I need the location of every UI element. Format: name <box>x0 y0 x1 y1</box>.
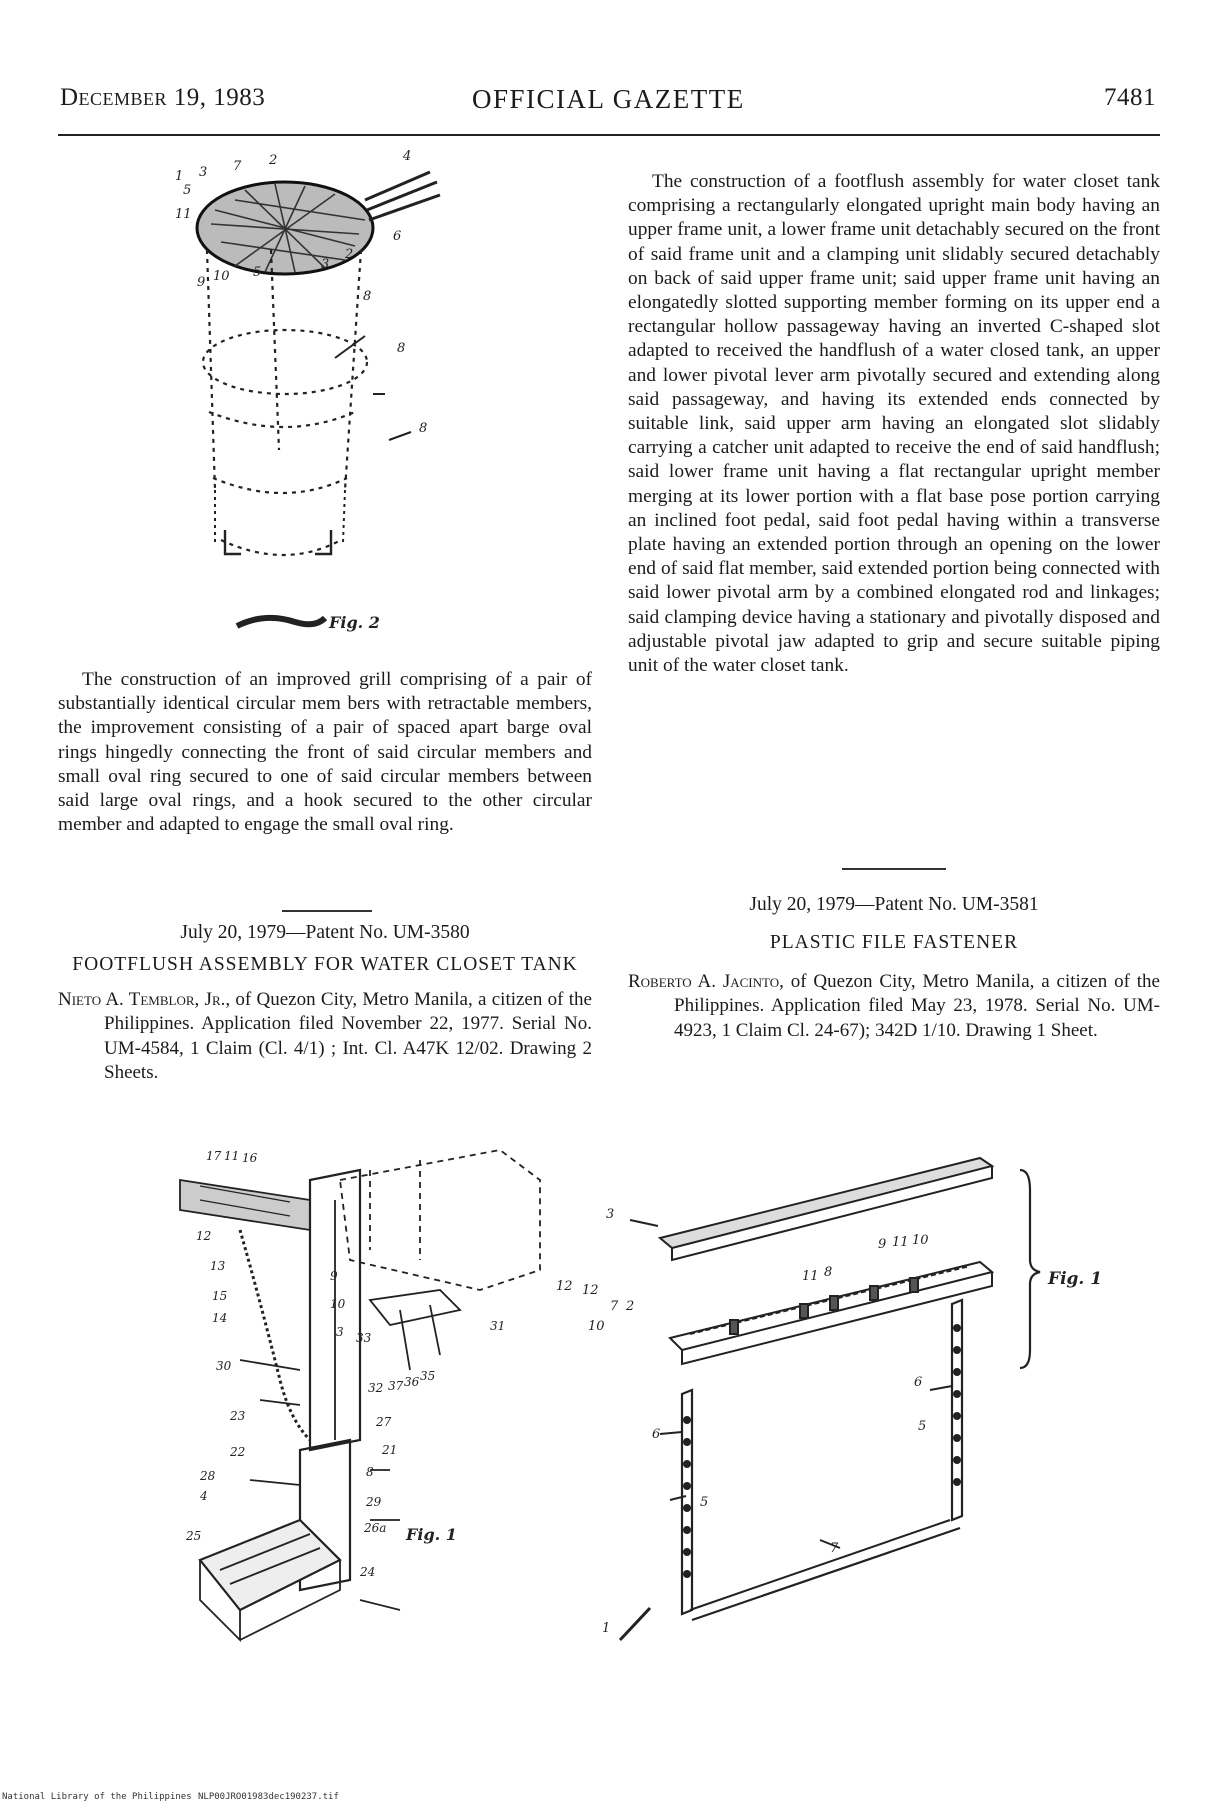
footflush-figure <box>160 1140 540 1650</box>
ff-ref-11: 11 <box>224 1149 240 1163</box>
ff-ref-4: 4 <box>200 1489 208 1503</box>
issue-date: December 19, 1983 <box>60 84 266 111</box>
ff-ref-31: 31 <box>490 1319 506 1333</box>
left-column <box>58 668 592 837</box>
ff-ref-26a: 26a <box>364 1521 387 1535</box>
grill-ref-8b: 8 <box>419 421 428 436</box>
grill-ref-11: 11 <box>175 207 192 222</box>
ff-ref-30: 30 <box>216 1359 232 1373</box>
fastener-ref-1: 1 <box>602 1621 611 1636</box>
fastener-ref-11b: 11 <box>892 1235 909 1250</box>
ff-ref-3: 3 <box>336 1325 344 1339</box>
header-rule <box>58 134 1160 136</box>
ff-ref-9: 9 <box>330 1269 338 1283</box>
page-number: 7481 <box>1104 84 1156 111</box>
patent-date-line: July 20, 1979—Patent No. UM-3580 <box>180 922 470 943</box>
fastener-ref-7: 7 <box>610 1299 619 1314</box>
ff-ref-8: 8 <box>366 1465 374 1479</box>
grill-ref-8: 8 <box>397 341 406 356</box>
footflush-abstract: The construction of a footflush assembly for water closet tank comprising a rectangularly elongated upright main body having an upper frame unit, a lower frame unit detachably secured on the front of said frame unit and a clamping unit slidably secured detachably on back of said upper frame unit; said upper frame unit having an elongatedly slotted supporting member forming on its upper end a rectangular hollow passageway having an inverted C-shaped slot adapted to received the handflush of a water closed tank, an upper and lower pivotal lever arm pivotally secured and extending along said passageway, and having its extended ends connected by suitable link, said upper arm having an elongated slot slidably carrying a catcher unit adapted to receive the end of said handflush; said lower frame unit having a flat rectangular upright member merging at its lower portion with a flat base pose portion carrying an inclined foot pedal, said foot pedal having within a transverse plate having an extended portion through an opening on the lower end of said flat member, said extended portion being connected with said lower pivotal arm by a combined elongated rod and linkages; said clamping device having a stationary and pivotally disposed and adjustable pivotal jaw adapted to grip and secure suitable piping unit of the water closet tank. <box>628 171 1160 677</box>
grill-ref-6: 6 <box>393 229 402 244</box>
inventor-paragraph-right <box>628 970 1160 1043</box>
patent-title: FOOTFLUSH ASSEMBLY FOR WATER CLOSET TANK <box>72 954 578 975</box>
inventor-details-right: of Quezon City, Metro Manila, a citizen of the Philippines. Application filed May 23, 1978. Serial No. UM-4923, 1 Claim Cl. 24-67); 342D 1/10. Drawing 1 Sheet. <box>674 971 1160 1041</box>
ff-ref-12: 12 <box>196 1229 212 1243</box>
grill-figure <box>175 150 445 640</box>
grill-ref-2: 2 <box>269 153 278 168</box>
ff-ref-23: 23 <box>230 1409 246 1423</box>
fastener-figure <box>556 1120 1140 1640</box>
ff-ref-35: 35 <box>420 1369 436 1383</box>
ff-ref-13: 13 <box>210 1259 226 1273</box>
ff-ref-16: 16 <box>242 1151 258 1165</box>
patent-date-line-right: July 20, 1979—Patent No. UM-3581 <box>749 894 1039 915</box>
fastener-ref-11: 11 <box>802 1269 819 1284</box>
grill-ref-3b: 3 <box>321 257 330 272</box>
fastener-ref-3: 3 <box>606 1207 615 1222</box>
ff-ref-37: 37 <box>388 1379 404 1393</box>
ff-ref-29: 29 <box>366 1495 382 1509</box>
footer-file: NLP00JRO01983dec190237.tif <box>198 1792 339 1802</box>
fastener-ref-12: 12 <box>556 1279 573 1294</box>
grill-ref-5b: 5 <box>253 265 262 280</box>
grill-ref-10: 10 <box>213 269 230 284</box>
ff-ref-15: 15 <box>212 1289 228 1303</box>
ff-ref-22: 22 <box>230 1445 246 1459</box>
ff-ref-32: 32 <box>368 1381 384 1395</box>
ff-ref-36: 36 <box>404 1375 420 1389</box>
ff-ref-21: 21 <box>382 1443 398 1457</box>
fastener-ref-7b: 7 <box>830 1541 839 1556</box>
patent-um3580 <box>58 922 592 1085</box>
fastener-fig-label: Fig. 1 <box>1048 1269 1103 1289</box>
right-column <box>628 170 1160 678</box>
fastener-ref-2: 2 <box>626 1299 635 1314</box>
fastener-ref-12b: 12 <box>582 1283 599 1298</box>
fastener-ref-9: 9 <box>878 1237 887 1252</box>
grill-ref-2b: 2 <box>345 247 354 262</box>
ff-ref-33: 33 <box>356 1331 372 1345</box>
separator-rule-right <box>842 868 946 870</box>
fastener-ref-8: 8 <box>824 1265 833 1280</box>
inventor-name-right: Roberto A. Jacinto, <box>628 971 784 992</box>
separator-rule <box>282 910 372 912</box>
ff-ref-27: 27 <box>376 1415 392 1429</box>
fastener-ref-5b: 5 <box>700 1495 709 1510</box>
patent-um3581 <box>628 894 1160 1043</box>
grill-ref-4: 4 <box>403 149 412 164</box>
grill-ref-5: 5 <box>183 183 192 198</box>
ff-ref-10: 10 <box>330 1297 346 1311</box>
fastener-ref-6b: 6 <box>652 1427 661 1442</box>
grill-ref-1: 1 <box>175 169 184 184</box>
fastener-ref-5: 5 <box>918 1419 927 1434</box>
footer-library: National Library of the Philippines <box>2 1792 192 1802</box>
ff-ref-17: 17 <box>206 1149 222 1163</box>
patent-title-right: PLASTIC FILE FASTENER <box>769 932 1019 953</box>
publication-title: OFFICIAL GAZETTE <box>472 84 745 114</box>
footflush-fig-label: Fig. 1 <box>406 1525 457 1544</box>
inventor-paragraph <box>58 988 592 1085</box>
grill-abstract: The construction of an improved grill comprising of a pair of substantially identical circular mem bers with retractable members, the improvement consisting of a pair of spaced apart barge oval rings hingedly connecting the front of said circular members and small oval ring secured to one of said circular members between said large oval rings, and a hook secured to the other circular member and adapted to engage the small oval ring. <box>58 669 592 836</box>
ff-ref-25: 25 <box>186 1529 202 1543</box>
inventor-name: Nieto A. Temblor, Jr., <box>58 989 231 1010</box>
grill-ref-3: 3 <box>199 165 208 180</box>
inventor-details: of Quezon City, Metro Manila, a citizen of the Philippines. Application filed November 22, 1977. Serial No. UM-4584, 1 Claim (Cl. 4/1) ; Int. Cl. A47K 12/02. Drawing 2 Sheets. <box>104 989 592 1083</box>
ff-ref-24: 24 <box>360 1565 376 1579</box>
grill-ref-9: 9 <box>197 275 206 290</box>
ff-ref-14: 14 <box>212 1311 228 1325</box>
fastener-ref-10b: 10 <box>912 1233 929 1248</box>
grill-ref-8c: 8 <box>363 289 372 304</box>
grill-fig-label: Fig. 2 <box>329 613 380 632</box>
grill-ref-7: 7 <box>233 159 242 174</box>
ff-ref-28: 28 <box>200 1469 216 1483</box>
fastener-ref-6: 6 <box>914 1375 923 1390</box>
fastener-ref-10: 10 <box>588 1319 605 1334</box>
